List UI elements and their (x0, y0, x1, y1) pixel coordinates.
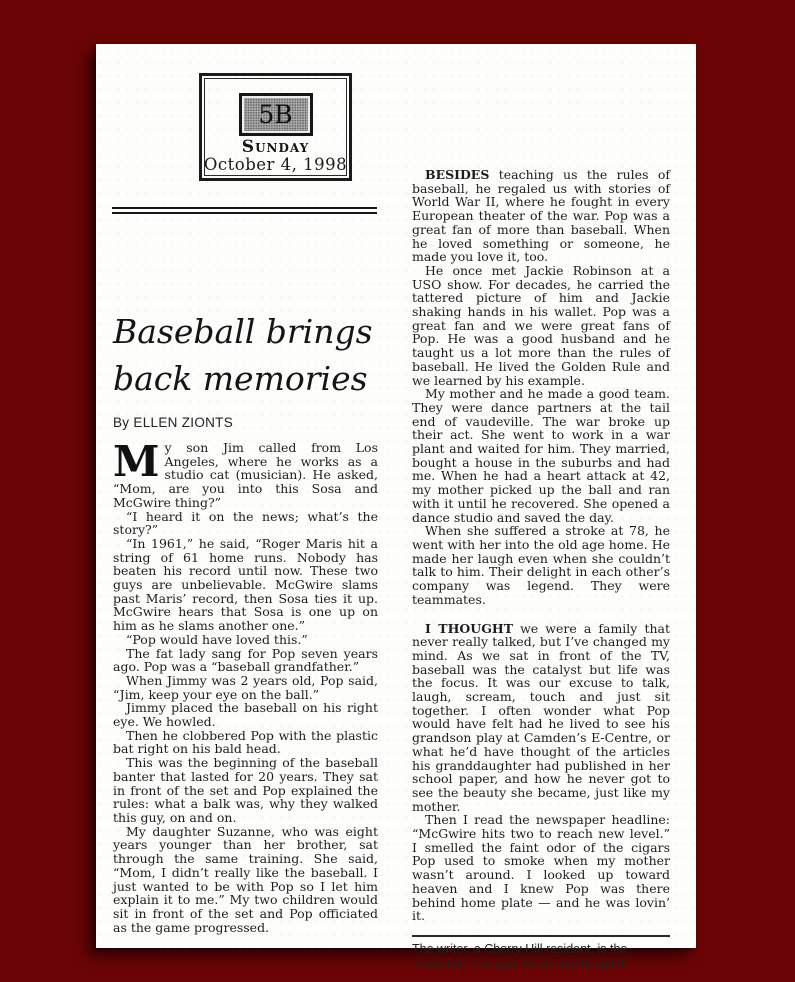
article-paragraph: Then I read the newspaper headline: “McGwire hits two to reach new level.” I smelled the faint odor of the cigars Pop used to smoke when my mother wasn’t around. I looked up toward heaven and I knew Pop was there behind home plate — and he was lovin’ it. (412, 812, 670, 924)
article-paragraph: When Jimmy was 2 years old, Pop said, “Jim, keep your eye on the ball.” (113, 672, 378, 702)
article-paragraph: The fat lady sang for Pop seven years ago. Pop was a “baseball grandfather.” (113, 645, 378, 675)
footnote-rule (412, 935, 670, 937)
article-paragraph: My daughter Suzanne, who was eight years younger than her brother, sat through the same training. She said, “Mom, I didn’t really like the baseball. I just wanted to be with Pop so I let him explain it to me.” My two children would sit in front of the set and Pop officiated as the game progressed. (113, 823, 378, 935)
article-paragraph: This was the beginning of the baseball banter that lasted for 20 years. They sat in front of the set and Pop explained the rules: what a balk was, why they walked this guy, on and on. (113, 755, 378, 825)
article-paragraph: Then he clobbered Pop with the plastic bat right on his bald head. (113, 727, 378, 757)
date-label: October 4, 1998 (203, 155, 348, 174)
section-number: 5B (258, 100, 293, 129)
headline (113, 308, 378, 402)
article-paragraph: He once met Jackie Robinson at a USO show. For decades, he carried the tattered picture of him and Jackie shaking hands in his wallet. Pop was a great fan and we were great fans of Pop. He was a good husband and he taught us a lot more than the rules of baseball. He lived the Golden Rule and we learned by his example. (412, 262, 670, 388)
paragraph-text: we were a family that never really talked, but I’ve changed my mind. As we sat in front of the TV, baseball was the catalyst but life was the focus. It was our excuse to talk, laugh, scream, touch and just sit together. I often wonder what Pop would have felt had he lived to see his grandson play at Camden’s E-Centre, or what he’d have thought of the articles his granddaughter had published in her school paper, and how he never got to see the beauty she became, just like my mother. (412, 620, 670, 814)
paragraph-text: y son Jim called from Los Angeles, where he works as a studio cat (musician). He asked, “Mom, are you into this Sosa and McGwire thing?” (113, 440, 378, 510)
byline: By ELLEN ZIONTS (113, 415, 234, 430)
article-paragraph: “Pop would have loved this.” (126, 631, 308, 647)
left-column (113, 308, 378, 934)
headline-line-2: back memories (113, 359, 368, 398)
article-body-left (113, 437, 378, 935)
paragraph-text: teaching us the rules of baseball, he regaled us with stories of World War II, where he fought in every European theater of the war. Pop was a great fan of more than baseball. When he loved something or someone, he made you love it, too. (412, 167, 670, 265)
section-number-box (239, 93, 313, 136)
drop-cap: M (113, 437, 160, 486)
lead-in: I THOUGHT (425, 620, 513, 636)
article-paragraph (412, 622, 670, 814)
article-paragraph: Jimmy placed the baseball on his right eye. We howled. (113, 700, 378, 730)
headline-line-1: Baseball brings (113, 312, 373, 351)
article-paragraph: “In 1961,” he said, “Roger Maris hit a string of 61 home runs. Nobody has beaten his record until now. These two guys are unbelievable. McGwire slams past Maris’ record, then Sosa ties it up. McGwire hears that Sosa is one up on him as he slams another one.” (113, 535, 378, 634)
article-paragraph: My mother and he made a good team. They were dance partners at the tail end of vaudeville. The war broke up their act. She went to work in a war plant and waited for him. They married, bought a house in the suburbs and had me. When he had a heart attack at 42, my mother picked up the ball and ran with it until he recovered. She opened a dance studio and saved the day. (412, 386, 670, 525)
article-paragraph (412, 168, 670, 264)
newspaper-page (96, 44, 696, 971)
article-paragraph (113, 437, 378, 510)
footnote: The writer, a Cherry Hill resident, is the marketing manager for a local hospital. (412, 941, 628, 971)
article-paragraph: “I heard it on the news; what’s the story?” (113, 508, 378, 538)
day-label: Sunday (241, 137, 310, 157)
right-column (412, 168, 670, 972)
double-rule (112, 207, 377, 214)
article-paragraph: When she suffered a stroke at 78, he went with her into the old age home. He made her laugh even when she couldn’t talk to him. Their delight in each other’s company was legend. They were teammates. (412, 523, 670, 607)
article-body-right (412, 168, 670, 923)
lead-in: BESIDES (425, 167, 490, 182)
section-date-box (199, 73, 352, 181)
